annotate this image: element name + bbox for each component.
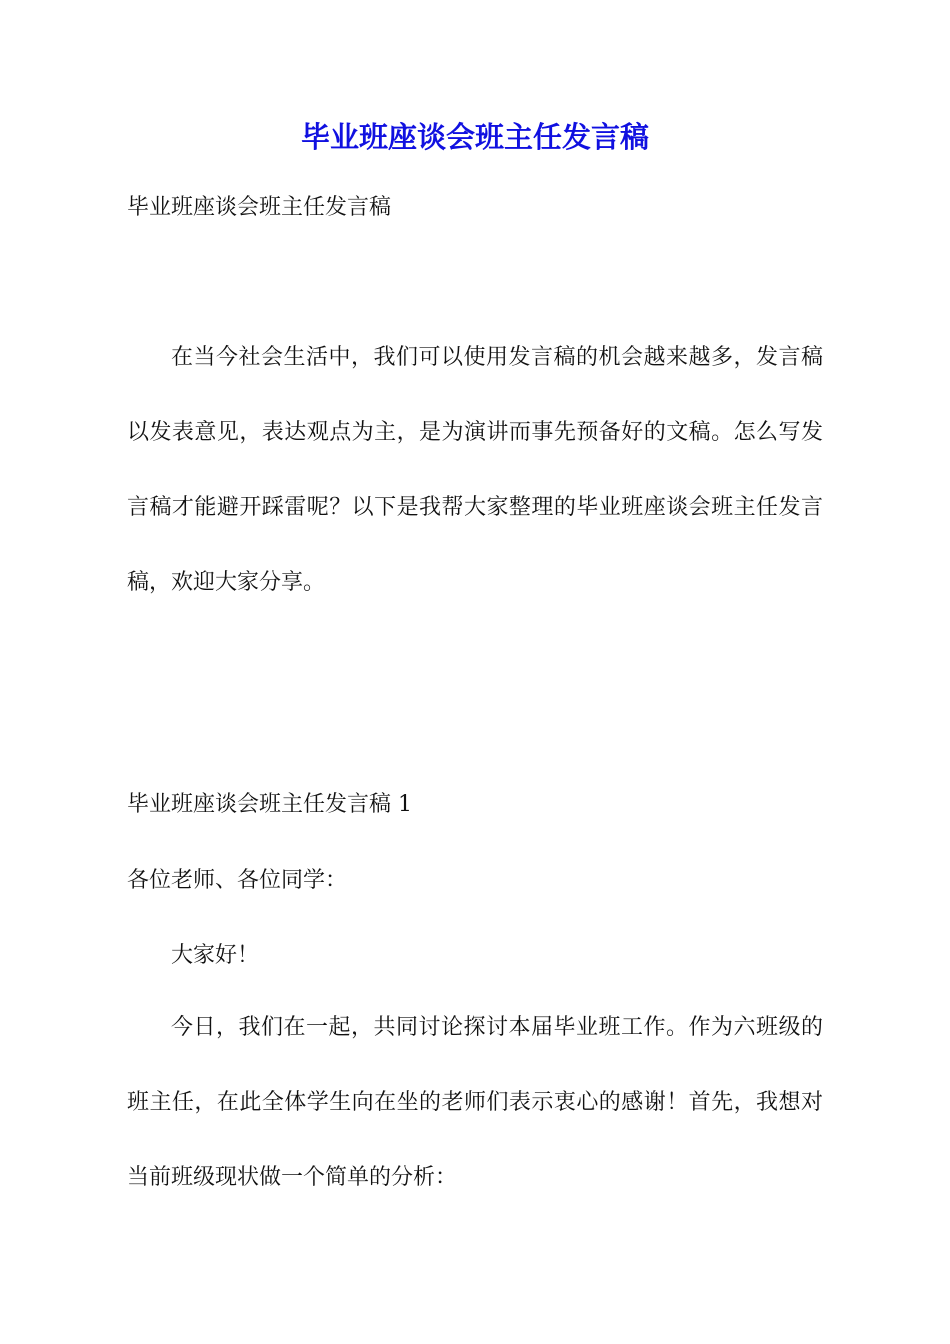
body-paragraph: 今日，我们在一起，共同讨论探讨本届毕业班工作。作为六班级的班主任，在此全体学生向在坐的老师们表示衷心的感谢！首先，我想对当前班级现状做一个简单的分析： [127,1015,823,1190]
intro-paragraph: 在当今社会生活中，我们可以使用发言稿的机会越来越多，发言稿以发表意见，表达观点为主，是为演讲而事先预备好的文稿。怎么写发言稿才能避开踩雷呢？以下是我帮大家整理的毕业班座谈会班主任发言稿，欢迎大家分享。 [127,345,823,595]
document-title: 毕业班座谈会班主任发言稿 [300,120,649,154]
greeting: 大家好！ [171,943,260,968]
document-subtitle: 毕业班座谈会班主任发言稿 [127,195,392,220]
salutation: 各位老师、各位同学： [127,868,348,893]
section-heading: 毕业班座谈会班主任发言稿 1 [127,792,412,817]
